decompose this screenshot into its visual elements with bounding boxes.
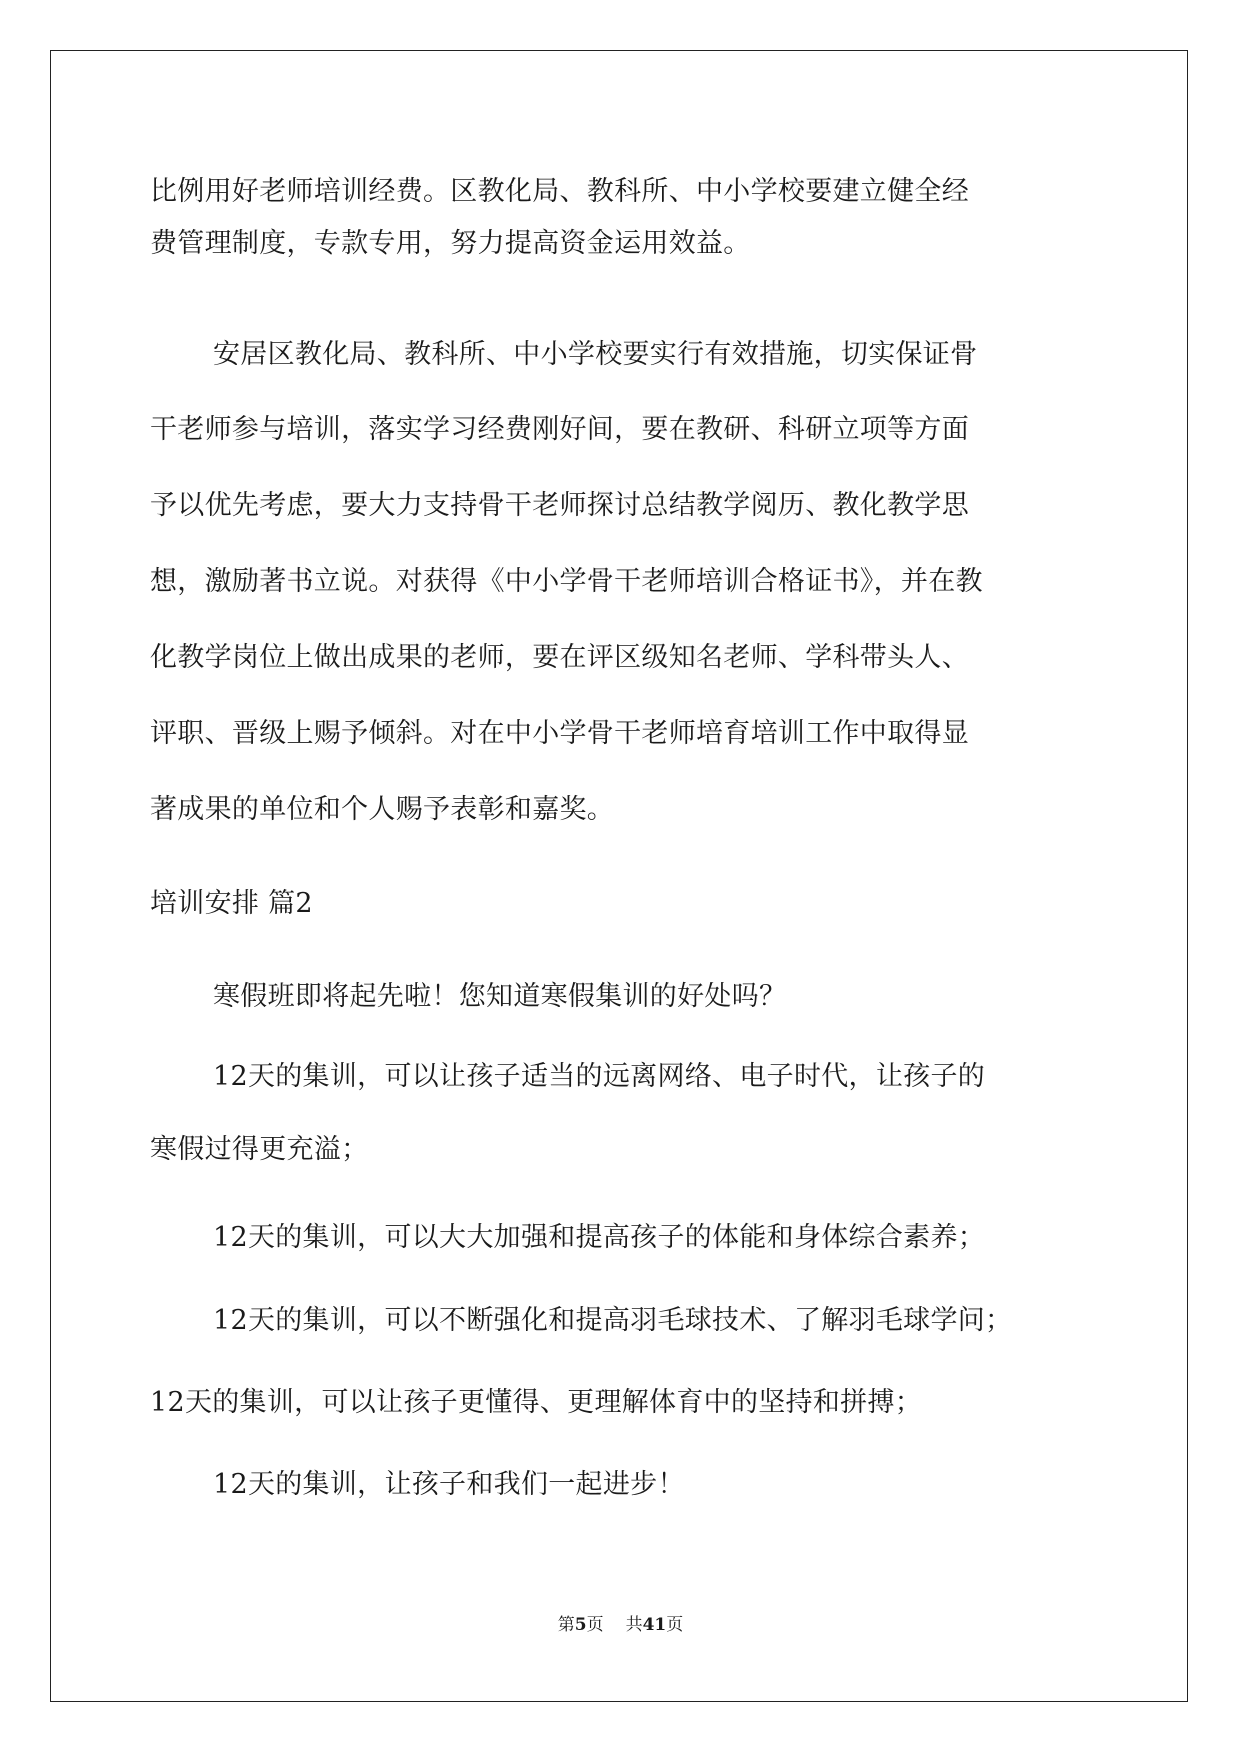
paragraph-line: 12天的集训，可以不断强化和提高羽毛球技术、了解羽毛球学问；: [213, 1305, 1013, 1336]
section-heading: 培训安排 篇2: [150, 888, 313, 919]
paragraph-line: 12天的集训，让孩子和我们一起进步！: [213, 1469, 685, 1500]
paragraph-line: 想，激励著书立说。对获得《中小学骨干老师培训合格证书》，并在教: [150, 566, 983, 597]
paragraph-line: 12天的集训，可以大大加强和提高孩子的体能和身体综合素养；: [213, 1222, 986, 1253]
paragraph-line: 寒假班即将起先啦！您知道寒假集训的好处吗？: [213, 981, 787, 1012]
paragraph-line: 化教学岗位上做出成果的老师，要在评区级知名老师、学科带头人、: [150, 642, 969, 673]
paragraph-line: 12天的集训，可以让孩子适当的远离网络、电子时代，让孩子的: [213, 1061, 986, 1092]
footer-total-suffix: 页: [666, 1615, 684, 1635]
paragraph-line: 评职、晋级上赐予倾斜。对在中小学骨干老师培育培训工作中取得显: [150, 718, 969, 749]
paragraph-line: 予以优先考虑，要大力支持骨干老师探讨总结教学阅历、教化教学思: [150, 490, 969, 521]
paragraph-line: 干老师参与培训，落实学习经费刚好间，要在教研、科研立项等方面: [150, 414, 969, 445]
footer-prefix: 第: [557, 1615, 575, 1635]
footer-total-prefix: 共: [625, 1615, 643, 1635]
paragraph-line: 著成果的单位和个人赐予表彰和嘉奖。: [150, 794, 615, 825]
footer-page-suffix: 页: [586, 1615, 604, 1635]
paragraph-line: 12天的集训，可以让孩子更懂得、更理解体育中的坚持和拼搏；: [150, 1387, 923, 1418]
paragraph-line: 安居区教化局、教科所、中小学校要实行有效措施，切实保证骨: [213, 339, 978, 370]
page-number: 5: [574, 1615, 587, 1635]
paragraph-line: 费管理制度，专款专用，努力提高资金运用效益。: [150, 228, 751, 259]
page-footer: [0, 1614, 1241, 1636]
paragraph-line: 比例用好老师培训经费。区教化局、教科所、中小学校要建立健全经: [150, 176, 969, 207]
total-pages: 41: [642, 1615, 667, 1635]
page-border: [50, 50, 1188, 1702]
paragraph-line: 寒假过得更充溢；: [150, 1134, 369, 1165]
